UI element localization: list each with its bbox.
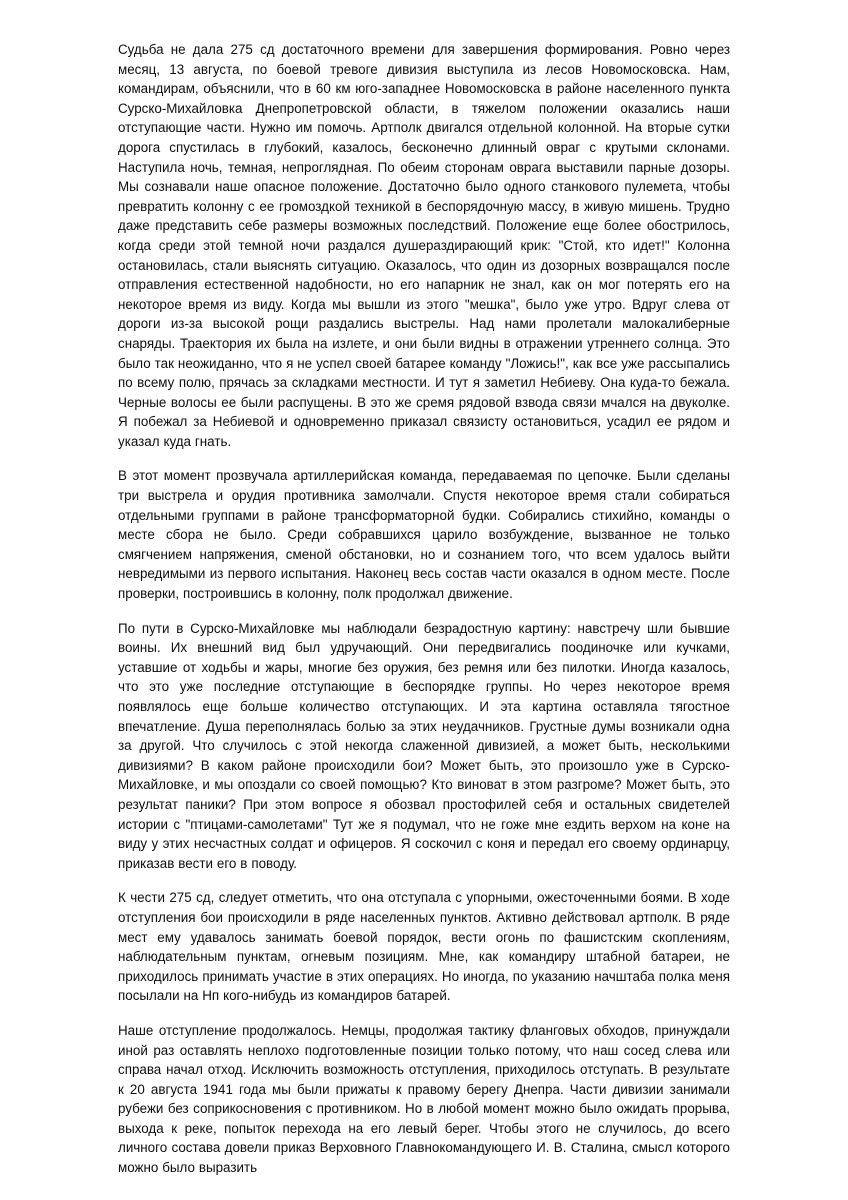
paragraph: По пути в Сурско-Михайловке мы наблюдали безрадостную картину: навстречу шли бывшие воины. Их внешний вид был удручающий. Они передвигались поодиночке или кучками, уставшие от ходьбы и жары, многие без оружия, без ремня или без пилотки. Иногда казалось, что это уже последние отступающие в беспорядке группы. Но через некоторое время появлялось еще больше количество отступающих. И эта картина оставляла тягостное впечатление. Душа переполнялась болью за этих неудачников. Грустные думы возникали одна за другой. Что случилось с этой некогда слаженной дивизией, а может быть, несколькими дивизиями? В каком районе происходили бои? Может быть, это произошло уже в Сурско-Михайловке, и мы опоздали со своей помощью? Кто виноват в этом разгроме? Может быть, это результат паники? При этом вопросе я обозвал простофилей себя и остальных свидетелей истории с "птицами-самолетами" Тут же я подумал, что не гоже мне ездить верхом на коне на виду у этих несчастных солдат и офицеров. Я соскочил с коня и передал его своему ординарцу, приказав вести его в поводу. xyxy=(118,620,730,871)
paragraph: В этот момент прозвучала артиллерийская команда, передаваемая по цепочке. Были сделаны три выстрела и орудия противника замолчали. Спустя некоторое время стали собираться отдельными группами в районе трансформаторной будки. Собирались стихийно, команды о месте сбора не было. Среди собравшихся царило возбуждение, вызванное не только смягчением напряжения, сменой обстановки, но и сознанием того, что всем удалось выйти невредимыми из первого испытания. Наконец весь состав части оказался в одном месте. После проверки, построившись в колонну, полк продолжал движение. xyxy=(118,468,730,602)
paragraph: Наше отступление продолжалось. Немцы, продолжая тактику фланговых обходов, принуждали иной раз оставлять неплохо подготовленные позиции только потому, что наш сосед слева или справа начал отход. Исключить возможность отступления, приходилось отступать. В результате к 20 августа 1941 года мы были прижаты к правому берегу Днепра. Части дивизии занимали рубежи без соприкосновения с противником. Но в любой момент можно было ожидать прорыва, выхода к реке, попыток перехода на его левый берег. Чтобы этого не случилось, до всего личного состава довели приказ Верховного Главнокомандующего И. В. Сталина, смысл которого можно было выразить xyxy=(118,1022,730,1176)
paragraph: К чести 275 сд, следует отметить, что она отступала с упорными, ожесточенными боями. В ходе отступления бои происходили в ряде населенных пунктов. Активно действовал артполк. В ряде мест ему удавалось занимать боевой порядок, вести огонь по фашистским скоплениям, наблюдательным пунктам, огневым позициям. Мне, как командиру штабной батареи, не приходилось принимать участие в этих операциях. Но иногда, по указанию начштаба полка меня посылали на Нп кого-нибудь из командиров батарей. xyxy=(118,890,730,1004)
paragraph: Судьба не дала 275 сд достаточного времени для завершения формирования. Ровно через месяц, 13 августа, по боевой тревоге дивизия выступила из лесов Новомосковска. Нам, командирам, объяснили, что в 60 км юго-западнее Новомосковска в районе населенного пункта Сурско-Михайловка Днепропетровской области, в тяжелом положении оказались наши отступающие части. Нужно им помочь. Артполк двигался отдельной колонной. На вторые сутки дорога спустилась в глубокий, казалось, бесконечно длинный овраг с крутыми склонами. Наступила ночь, темная, непроглядная. По обеим сторонам оврага выставили парные дозоры. Мы сознавали наше опасное положение. Достаточно было одного станкового пулемета, чтобы превратить колонну с ее громоздкой техникой в беспорядочную массу, в живую мишень. Трудно даже представить себе размеры возможных последствий. Положение еще более обострилось, когда среди этой темной ночи раздался душераздирающий крик: "Стой, кто идет!" Колонна остановилась, стали выяснять ситуацию. Оказалось, что один из дозорных возвращался после отправления естественной надобности, но его напарник не знал, как он мог потерять его на некоторое время из виду. Когда мы вышли из этого "мешка", было уже утро. Вдруг слева от дороги из-за высокой рощи раздались выстрелы. Над нами пролетали малокалиберные снаряды. Траектория их была на излете, и они были видны в отражении утреннего солнца. Это было так неожиданно, что я не успел своей батарее команду "Ложись!", как все уже рассыпались по всему полю, прячась за складками местности. И тут я заметил Небиеву. Она куда-то бежала. Черные волосы ее были распущены. В это же сремя рядовой взвода связи мчался на двуколке. Я побежал за Небиевой и одновременно приказал связисту остановиться, усадил ее рядом и указал куда гнать. xyxy=(118,42,730,449)
document-text-body xyxy=(118,40,730,1178)
